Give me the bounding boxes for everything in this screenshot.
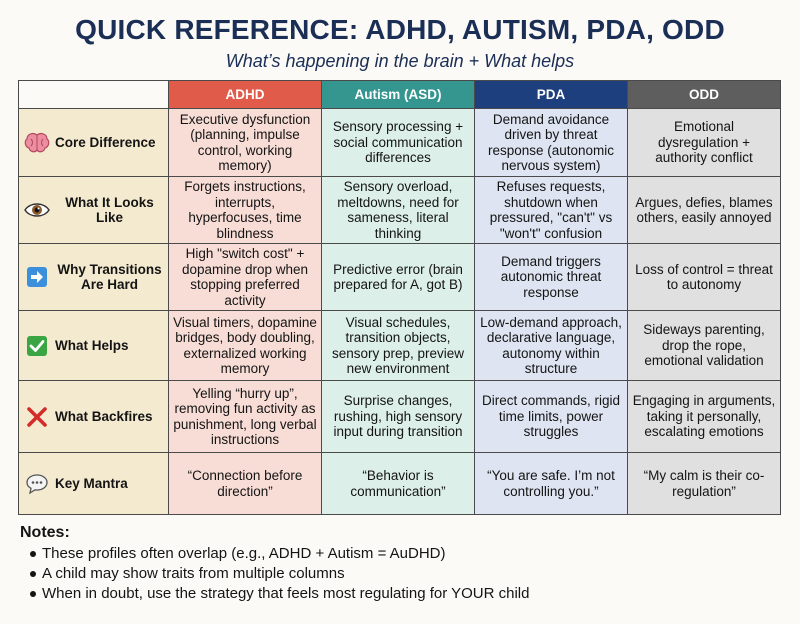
reference-table [18,80,781,515]
arrow-right-icon [23,266,51,288]
row-label: What It Looks Like [65,194,154,225]
notes-title: Notes: [20,524,70,541]
cell-what-it-looks-like-odd: Argues, defies, blames others, easily annoyed [628,177,781,244]
row-label: What Helps [55,337,129,353]
cell-what-it-looks-like-pda: Refuses requests, shutdown when pressured, "can't" vs "won't" confusion [475,177,628,244]
column-header-pda: PDA [475,81,628,109]
column-header-adhd: ADHD [169,81,322,109]
notes-section [20,524,780,604]
page-subtitle: What’s happening in the brain + What helps [225,51,575,71]
cell-key-mantra-odd: “My calm is their co-regulation” [628,453,781,515]
row-header-what-it-looks-like [19,177,169,244]
row-header-what-helps [19,311,169,381]
row-header-why-transitions-are-hard [19,244,169,311]
cell-core-difference-adhd: Executive dysfunction (planning, impulse control, working memory) [169,109,322,177]
column-header-odd: ODD [628,81,781,109]
cell-why-transitions-are-hard-autism: Predictive error (brain prepared for A, got B) [322,244,475,311]
list-item: A child may show traits from multiple columns [20,564,780,584]
eye-icon [23,201,51,219]
cell-what-helps-adhd: Visual timers, dopamine bridges, body doubling, externalized working memory [169,311,322,381]
brain-icon [23,132,51,154]
table-row [19,177,781,244]
notes-list [20,544,780,604]
cell-what-helps-odd: Sideways parenting, drop the rope, emotional validation [628,311,781,381]
cell-what-backfires-odd: Engaging in arguments, taking it personally, escalating emotions [628,381,781,453]
table-row [19,244,781,311]
cell-what-backfires-adhd: Yelling “hurry up”, removing fun activity as punishment, long verbal instructions [169,381,322,453]
cell-core-difference-pda: Demand avoidance driven by threat response (autonomic nervous system) [475,109,628,177]
cell-what-helps-autism: Visual schedules, transition objects, sensory prep, preview new environment [322,311,475,381]
cell-key-mantra-autism: “Behavior is communication” [322,453,475,515]
cell-core-difference-autism: Sensory processing + social communication differences [322,109,475,177]
table-row [19,381,781,453]
cell-what-backfires-autism: Surprise changes, rushing, high sensory input during transition [322,381,475,453]
check-icon [23,335,51,357]
cell-key-mantra-adhd: “Connection before direction” [169,453,322,515]
cell-what-helps-pda: Low-demand approach, declarative language, autonomy within structure [475,311,628,381]
list-item: When in doubt, use the strategy that feels most regulating for YOUR child [20,584,780,604]
cell-why-transitions-are-hard-odd: Loss of control = threat to autonomy [628,244,781,311]
table-row [19,453,781,515]
cell-what-it-looks-like-autism: Sensory overload, meltdowns, need for sameness, literal thinking [322,177,475,244]
speech-bubble-icon [23,473,51,495]
table-row [19,109,781,177]
cell-why-transitions-are-hard-adhd: High "switch cost" + dopamine drop when stopping preferred activity [169,244,322,311]
row-header-what-backfires [19,381,169,453]
cross-icon [23,406,51,428]
row-header-key-mantra [19,453,169,515]
list-item: These profiles often overlap (e.g., ADHD + Autism = AuDHD) [20,544,780,564]
cell-what-it-looks-like-adhd: Forgets instructions, interrupts, hyperfocuses, time blindness [169,177,322,244]
header-corner [19,81,169,109]
cell-what-backfires-pda: Direct commands, rigid time limits, power struggles [475,381,628,453]
cell-core-difference-odd: Emotional dysregulation + authority conflict [628,109,781,177]
row-header-core-difference [19,109,169,177]
table-row [19,311,781,381]
page-title: QUICK REFERENCE: ADHD, AUTISM, PDA, ODD [75,14,725,45]
cell-key-mantra-pda: “You are safe. I’m not controlling you.” [475,453,628,515]
row-label: Why Transitions Are Hard [57,261,162,292]
row-label: Core Difference [55,134,156,150]
row-label: Key Mantra [55,475,128,491]
row-label: What Backfires [55,408,153,424]
column-header-autism: Autism (ASD) [322,81,475,109]
cell-why-transitions-are-hard-pda: Demand triggers autonomic threat response [475,244,628,311]
table-header-row [19,81,781,109]
